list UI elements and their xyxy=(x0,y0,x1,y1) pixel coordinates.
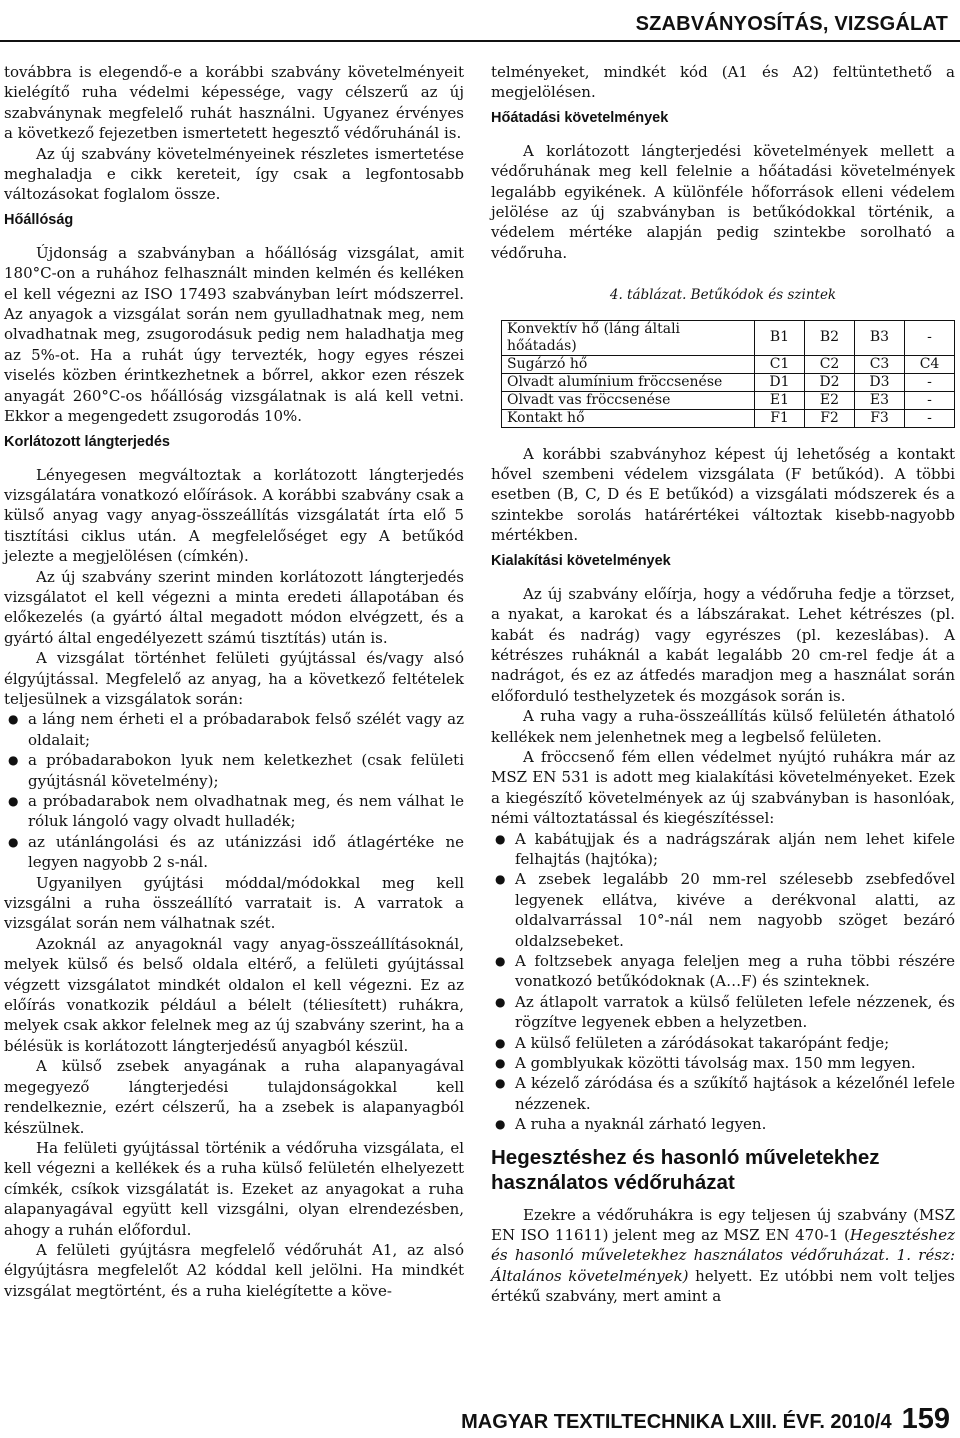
bullet-icon: ● xyxy=(495,994,506,1009)
paragraph: A külső zsebek anyagának a ruha alapanyagával megegyező lángterjedési tulajdonságokkal kell rendelkeznie, ezért célszerű, ha a zsebek is alapanyagból készülnek. xyxy=(4,1057,464,1137)
table-cell: F1 xyxy=(755,409,805,427)
bullet-icon: ● xyxy=(8,794,19,808)
table-cell: B1 xyxy=(755,320,805,355)
table-cell: D1 xyxy=(755,373,805,391)
list-item xyxy=(4,832,464,873)
table-cell: Sugárzó hő xyxy=(502,355,755,373)
section-title: SZABVÁNYOSÍTÁS, VIZSGÁLAT xyxy=(635,13,948,35)
subheading-korlatozott-langterjedes: Korlátozott lángterjedés xyxy=(4,433,170,450)
table-cell: F3 xyxy=(855,409,905,427)
subheading-kialakitasi-kovetelmenyek: Kialakítási követelmények xyxy=(491,552,671,569)
table-cell: C2 xyxy=(805,355,855,373)
paragraph: A korábbi szabványhoz képest új lehetőség a kontakt hővel szembeni védelem vizsgálata (F betűkód). A többi esetben (B, C, D és E betűkód) a vizsgálati módszerek és a szintekbe sorolás határértékei változtak kisebb-nagyobb mértékben. xyxy=(491,444,955,545)
paragraph: Ugyanilyen gyújtási móddal/módokkal meg kell vizsgálni a ruha összeállító varratait is. A varratok a vizsgálat során nem válhatnak szét. xyxy=(4,873,464,933)
table-cell: F2 xyxy=(805,409,855,427)
list-item xyxy=(4,709,464,750)
table-cell: C4 xyxy=(905,355,955,373)
list-item xyxy=(491,1073,955,1114)
list-item xyxy=(4,791,464,832)
list-item-text: Az átlapolt varratok a külső felületen lefele nézzenek, és rögzítve legyenek ebben a helyzetben. xyxy=(515,992,955,1032)
list-item-text: az utánlángolási és az utánizzási idő átlagértéke ne legyen nagyobb 2 s-nál. xyxy=(28,832,464,872)
table-cell: B2 xyxy=(805,320,855,355)
header-rule xyxy=(0,40,960,42)
paragraph: telményeket, mindkét kód (A1 és A2) feltüntethető a megjelölésen. xyxy=(491,63,955,102)
table-cell: E3 xyxy=(855,391,905,409)
paragraph: A korlátozott lángterjedési követelmények mellett a védőruhának meg kell felelnie a hőátadási követelmények legalább egyikének. A különféle hőforrások elleni védelem jelölése az új szabványban is betűkódokkal történik, a védelem mértéke alapján pedig szintekbe sorolható a védőruha. xyxy=(491,141,955,262)
bullet-icon: ● xyxy=(495,1056,506,1071)
list-item-text: A zsebek legalább 20 mm-rel szélesebb zsebfedővel legyenek ellátva, kivéve a derékvonal alatti, az oldalvarrással 10°-nál nem nagyobb szöget bezáró oldalzsebeket. xyxy=(515,870,955,950)
paragraph-text: Ezekre a védőruhákra is egy teljesen új szabvány (MSZ EN ISO 11611) jelent meg az MSZ EN 470-1 ( xyxy=(491,1205,955,1245)
right-column xyxy=(491,62,955,1307)
table-cell: Kontakt hő xyxy=(502,409,755,427)
table-cell: C1 xyxy=(755,355,805,373)
list-item xyxy=(491,992,955,1033)
list-item-text: a próbadarabokon lyuk nem keletkezhet (csak felületi gyújtásnál követelmény); xyxy=(28,751,464,790)
paragraph: Az új szabvány előírja, hogy a védőruha fedje a törzset, a nyakat, a karokat és a lábszárakat. Lehet kétrészes (pl. kabát és nadrág) vagy egyrészes (pl. kezeslábas). A kétrészes ruháknál a kabát legalább 20 cm-rel fedje át a nadrágot, és ez az átfedés maradjon meg a használat során előforduló testhelyzetek és mozgások során is. xyxy=(491,584,955,705)
paragraph: továbbra is elegendő-e a korábbi szabvány követelményeit kielégítő ruha védelmi képessége, vagy célszerű az új szabványnak megfelelő ruhát használni. Ugyanez érvényes a következő fejezetben ismertetett hegesztő védőruhánál is. xyxy=(4,63,464,143)
list-item xyxy=(491,951,955,992)
standard-title: Hegesztéshez és hasonló műveletekhez használatos védőruházat. 1. rész: Általános követelmények) xyxy=(491,1226,955,1285)
list-item-text: A kabátujjak és a nadrágszárak alján nem lehet kifele felhajtás (hajtóka); xyxy=(515,829,955,868)
paragraph: A fröccsenő fém ellen védelmet nyújtó ruhákra már az MSZ EN 531 is adott meg kialakítási követelményeket. Ezek a kiegészítő követelmények az új szabványban is hasonlóak, némi változtatással és kiegészítéssel: xyxy=(491,747,955,828)
page-footer xyxy=(461,1403,950,1436)
table-cell: D2 xyxy=(805,373,855,391)
list-item-text: a láng nem érheti el a próbadarabok felső szélét vagy az oldalait; xyxy=(28,710,464,749)
table-row xyxy=(502,391,955,409)
journal-name: MAGYAR TEXTILTECHNIKA LXIII. ÉVF. 2010/4 xyxy=(461,1411,892,1433)
list-item xyxy=(491,1033,955,1053)
list-item xyxy=(4,750,464,791)
left-column xyxy=(4,62,464,1301)
bullet-icon: ● xyxy=(495,1035,506,1050)
subheading-hoallosag: Hőállóság xyxy=(4,211,74,228)
table-row xyxy=(502,409,955,427)
table-cell: B3 xyxy=(855,320,905,355)
bullet-icon: ● xyxy=(8,712,19,727)
table-row xyxy=(502,373,955,391)
paragraph-text: helyett. Ez utóbbi nem volt teljes értékű szabvány, mert amint a xyxy=(491,1266,955,1306)
table-cell: Olvadt alumínium fröccsenése xyxy=(502,373,755,391)
subheading-hoatadasi-kovetelmenyek: Hőátadási követelmények xyxy=(491,109,669,126)
table-cell: - xyxy=(905,320,955,355)
page-header xyxy=(0,0,960,40)
bullet-icon: ● xyxy=(495,872,506,887)
table-caption: 4. táblázat. Betűkódok és szintek xyxy=(609,287,837,304)
list-item-text: A ruha a nyaknál zárható legyen. xyxy=(515,1115,767,1134)
bullet-icon: ● xyxy=(495,1117,506,1132)
paragraph: Lényegesen megváltoztak a korlátozott lángterjedés vizsgálatára vonatkozó előírások. A korábbi szabvány csak a külső anyag vagy anyag-összeállítás vizsgálatát írta elő 5 tisztítási ciklus után. A megfelelőséget egy A betűkód jelezte a megjelölésen (címkén). xyxy=(4,465,464,566)
paragraph: Az új szabvány követelményeinek részletes ismertetése meghaladja e cikk kereteit, így csak a legfontosabb változásokat foglalom össze. xyxy=(4,144,464,204)
table-cell: - xyxy=(905,373,955,391)
paragraph xyxy=(491,1205,955,1307)
list-item xyxy=(491,829,955,870)
table-cell: E2 xyxy=(805,391,855,409)
bullet-icon: ● xyxy=(495,831,506,846)
table-cell: Konvektív hő (láng általi hőátadás) xyxy=(502,320,755,355)
page-number: 159 xyxy=(901,1403,950,1435)
table-cell: - xyxy=(905,409,955,427)
table-cell: Olvadt vas fröccsenése xyxy=(502,391,755,409)
letter-codes-table xyxy=(501,320,955,428)
list-item-text: a próbadarabok nem olvadhatnak meg, és nem válhat le róluk lángoló vagy olvadt hulladék; xyxy=(28,792,464,831)
bullet-icon: ● xyxy=(8,753,19,768)
table-cell: - xyxy=(905,391,955,409)
list-item xyxy=(491,1053,955,1073)
list-item-text: A kézelő záródása és a szűkítő hajtások a kézelőnél lefele nézzenek. xyxy=(515,1074,955,1113)
paragraph: A felületi gyújtásra megfelelő védőruhát A1, az alsó élgyújtásra megfelelőt A2 kóddal kell jelölni. Ha mindkét vizsgálat megtörtént, és a ruha kielégítette a köve- xyxy=(4,1240,464,1300)
bullet-icon: ● xyxy=(495,954,506,968)
paragraph: A ruha vagy a ruha-összeállítás külső felületén áthatoló kellékek nem jelenhetnek meg a legbelső felületen. xyxy=(491,707,955,746)
section-heading-hegesztes: Hegesztéshez és hasonló műveletekhez használatos védőruházat xyxy=(491,1145,880,1194)
design-requirements-list xyxy=(491,829,955,1135)
list-item xyxy=(491,869,955,951)
paragraph: Az új szabvány szerint minden korlátozott lángterjedés vizsgálatot el kell végezni a minta eredeti állapotában és előkezelés (a gyártó által megadott módon elvégzett, és a gyártó által engedélyezett számú tisztítás) után is. xyxy=(4,567,464,647)
bullet-icon: ● xyxy=(8,834,19,849)
list-item-text: A külső felületen a záródásokat takarópánt fedje; xyxy=(515,1033,890,1052)
list-item-text: A foltzsebek anyaga feleljen meg a ruha többi részére vonatkozó betűkódoknak (A…F) és szinteknek. xyxy=(515,952,955,991)
paragraph: Azoknál az anyagoknál vagy anyag-összeállításoknál, melyek külső és belső oldala eltérő, a felületi gyújtással végzett vizsgálatot mindkét oldalon el kell végezni. Ez az előírás vonatkozik például a bélelt (téliesített) ruhákra, melyek csak akkor felelnek meg az új szabvány szerint, ha a bélésük is korlátozott lángterjedésű anyagból készül. xyxy=(4,934,464,1055)
bullet-icon: ● xyxy=(495,1076,506,1091)
table-cell: C3 xyxy=(855,355,905,373)
list-item-text: A gomblyukak közötti távolság max. 150 mm legyen. xyxy=(515,1054,916,1073)
paragraph: A vizsgálat történhet felületi gyújtással és/vagy alsó élgyújtással. Megfelelő az anyag, ha a következő feltételek teljesülnek a vizsgálatok során: xyxy=(4,649,464,708)
table-row xyxy=(502,355,955,373)
table-cell: E1 xyxy=(755,391,805,409)
list-item xyxy=(491,1114,955,1134)
table-row xyxy=(502,320,955,355)
paragraph: Ha felületi gyújtással történik a védőruha vizsgálata, el kell végezni a kellékek és a ruha külső felületén elhelyezett címkék, csíkok vizsgálatát is. Ezeket az anyagokat a ruha alapanyagával együtt kell vizsgálni, olyan elrendezésben, ahogy a ruhán előfordul. xyxy=(4,1138,464,1239)
table-cell: D3 xyxy=(855,373,905,391)
requirements-list xyxy=(4,709,464,872)
paragraph: Újdonság a szabványban a hőállóság vizsgálat, amit 180°C-on a ruhához felhasznált minden kelmén és kelléken el kell végezni az ISO 17493 szabványban leírt módszerrel. Az anyagok a vizsgálat során nem gyulladhatnak meg, nem olvadhatnak meg, zsugorodásuk pedig nem haladhatja meg az 5%-ot. Ha a ruhát úgy tervezték, hogy egyes részei viselés közben érintkezhetnek a bőrrel, akkor ezen részek anyagát 260°C-os hőállóság vizsgálatnak is alá kell vetni. Ekkor a megengedett zsugorodás 10%. xyxy=(4,243,464,426)
